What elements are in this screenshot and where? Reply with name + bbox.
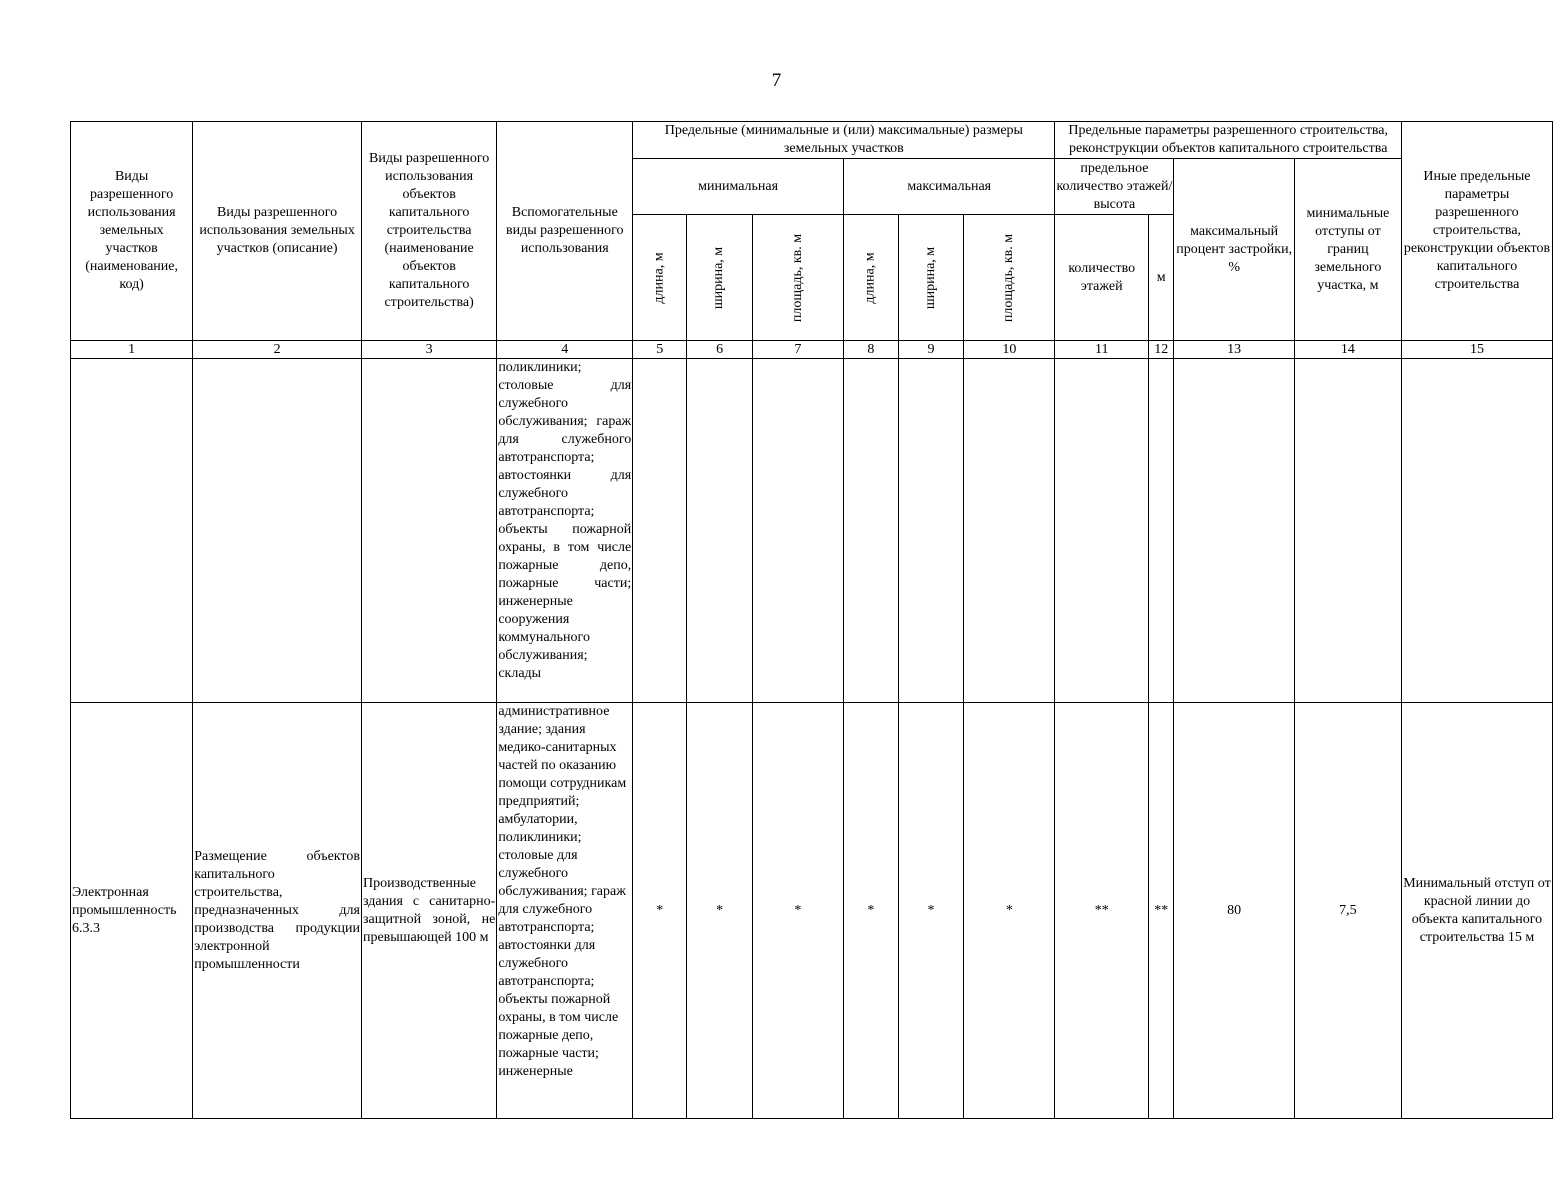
- column-number: 6: [687, 341, 752, 359]
- header-max-length: [844, 215, 899, 341]
- header-max-area: [964, 215, 1055, 341]
- cell-max-percent: [1174, 359, 1294, 703]
- cell-max-width: *: [898, 703, 963, 1119]
- cell-min-length: *: [633, 703, 687, 1119]
- cell-max-length: *: [844, 703, 899, 1119]
- cell-building-use: [361, 359, 496, 703]
- header-min-area-text: площадь, кв. м: [789, 233, 805, 322]
- header-col3: Виды разрешенного использования объектов капитального строительства (наименование объектов капитального строительства): [361, 122, 496, 341]
- column-number-row: [71, 341, 1553, 359]
- header-min-width: [687, 215, 752, 341]
- column-number: 7: [752, 341, 843, 359]
- cell-max-area: [964, 359, 1055, 703]
- cell-max-length: [844, 359, 899, 703]
- cell-min-width: [687, 359, 752, 703]
- cell-land-use-name: Электронная промышленность 6.3.3: [71, 703, 193, 1119]
- header-min-setback: минимальные отступы от границ земельного участка, м: [1294, 159, 1401, 341]
- cell-other-params: Минимальный отступ от красной линии до объекта капитального строительства 15 м: [1401, 703, 1552, 1119]
- header-min-length-text: длина, м: [651, 251, 667, 304]
- header-min-length: [633, 215, 687, 341]
- header-meters: м: [1149, 215, 1174, 341]
- column-number: 11: [1055, 341, 1149, 359]
- column-number: 15: [1401, 341, 1552, 359]
- cell-max-percent: 80: [1174, 703, 1294, 1119]
- land-use-table: [70, 121, 1553, 1119]
- column-number: 9: [898, 341, 963, 359]
- header-min: минимальная: [633, 159, 844, 215]
- header-max-width-text: ширина, м: [923, 246, 939, 309]
- cell-height-m: [1149, 359, 1174, 703]
- header-max-percent: максимальный процент застройки, %: [1174, 159, 1294, 341]
- cell-floors: **: [1055, 703, 1149, 1119]
- cell-land-use-description: Размещение объектов капитального строительства, предназначенных для производства продукции электронной промышленности: [193, 703, 362, 1119]
- cell-floors: [1055, 359, 1149, 703]
- cell-land-use-description: [193, 359, 362, 703]
- header-col15: Иные предельные параметры разрешенного строительства, реконструкции объектов капитального строительства: [1401, 122, 1552, 341]
- cell-land-use-name: [71, 359, 193, 703]
- column-number: 14: [1294, 341, 1401, 359]
- cell-max-width: [898, 359, 963, 703]
- header-floors: количество этажей: [1055, 215, 1149, 341]
- header-max-length-text: длина, м: [862, 251, 878, 304]
- header-max-area-text: площадь, кв. м: [1001, 233, 1017, 322]
- header-max-width: [898, 215, 963, 341]
- cell-min-area: [752, 359, 843, 703]
- cell-min-width: *: [687, 703, 752, 1119]
- cell-height-m: **: [1149, 703, 1174, 1119]
- cell-building-use: Производственные здания с санитарно-защитной зоной, не превышающей 100 м: [361, 703, 496, 1119]
- header-min-width-text: ширина, м: [711, 246, 727, 309]
- cell-max-area: *: [964, 703, 1055, 1119]
- cell-other-params: [1401, 359, 1552, 703]
- column-number: 12: [1149, 341, 1174, 359]
- header-floors-height: предельное количество этажей/высота: [1055, 159, 1174, 215]
- page-number: 7: [771, 70, 782, 91]
- cell-min-setback: [1294, 359, 1401, 703]
- column-number: 4: [497, 341, 633, 359]
- cell-min-setback: 7,5: [1294, 703, 1401, 1119]
- table-row: [71, 703, 1553, 1119]
- cell-min-length: [633, 359, 687, 703]
- header-group-size: Предельные (минимальные и (или) максимальные) размеры земельных участков: [633, 122, 1055, 159]
- header-min-area: [752, 215, 843, 341]
- table-row: [71, 359, 1553, 703]
- column-number: 10: [964, 341, 1055, 359]
- header-col4: Вспомогательные виды разрешенного использования: [497, 122, 633, 341]
- column-number: 8: [844, 341, 899, 359]
- column-number: 5: [633, 341, 687, 359]
- cell-min-area: *: [752, 703, 843, 1119]
- header-group-params: Предельные параметры разрешенного строительства, реконструкции объектов капитального строительства: [1055, 122, 1401, 159]
- header-col2: Виды разрешенного использования земельных участков (описание): [193, 122, 362, 341]
- column-number: 1: [71, 341, 193, 359]
- column-number: 2: [193, 341, 362, 359]
- header-max: максимальная: [844, 159, 1055, 215]
- header-row-1: [71, 122, 1553, 159]
- cell-auxiliary-use: административное здание; здания медико-санитарных частей по оказанию помощи сотрудникам предприятий; амбулатории, поликлиники; столовые для служебного обслуживания; гараж для служебного автотранспорта; автостоянки для служебного автотранспорта; объекты пожарной охраны, в том числе пожарные депо, пожарные части; инженерные: [497, 703, 633, 1119]
- column-number: 13: [1174, 341, 1294, 359]
- header-col1: Виды разрешенного использования земельных участков (наименование, код): [71, 122, 193, 341]
- column-number: 3: [361, 341, 496, 359]
- cell-auxiliary-use: поликлиники; столовые для служебного обслуживания; гараж для служебного автотранспорта; автостоянки для служебного автотранспорта; объекты пожарной охраны, в том числе пожарные депо, пожарные части; инженерные сооружения коммунального обслуживания; склады: [497, 359, 633, 703]
